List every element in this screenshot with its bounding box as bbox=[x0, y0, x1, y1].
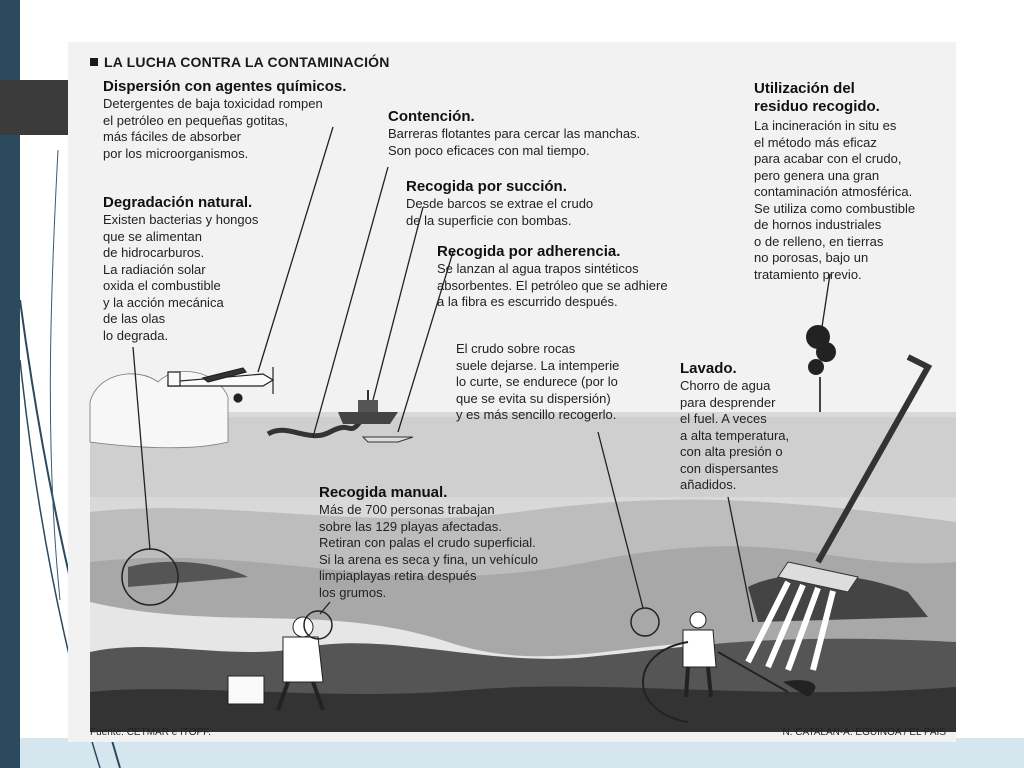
succion-title: Recogida por succión. bbox=[406, 178, 567, 195]
figure-title: LA LUCHA CONTRA LA CONTAMINACIÓN bbox=[90, 54, 390, 70]
adherencia-text: Se lanzan al agua trapos sintéticos absorbentes. El petróleo que se adhiere a la fibra es escurrido después. bbox=[437, 261, 668, 309]
degradacion-title: Degradación natural. bbox=[103, 194, 253, 211]
contencion-title: Contención. bbox=[388, 108, 475, 125]
degradacion-text: Existen bacterias y hongos que se alimentan de hidrocarburos. La radiación solar oxida el combustible y la acción mecánica de las olas lo degrada. bbox=[103, 212, 259, 343]
manual-title: Recogida manual. bbox=[319, 484, 448, 501]
utilizacion-text: La incineración in situ es el método más eficaz para acabar con el crudo, pero genera una gran contaminación atmosférica. Se utiliza como combustible de hornos industriales o de relleno, en tierras no porosas, bajo un tratamiento previo. bbox=[754, 118, 916, 282]
author-credit: N. CATALÁN-A. EGUINOA / EL PAÍS bbox=[782, 727, 946, 738]
utilizacion-title: Utilización del residuo recogido. bbox=[754, 80, 880, 115]
section-dispersion bbox=[103, 78, 346, 162]
lavado-text: Chorro de agua para desprender el fuel. A veces a alta temperatura, con alta presión o con dispersantes añadidos. bbox=[680, 378, 790, 492]
adherencia-title: Recogida por adherencia. bbox=[437, 243, 621, 260]
section-degradacion bbox=[103, 194, 258, 344]
dispersion-title: Dispersión con agentes químicos. bbox=[103, 78, 347, 95]
section-contencion bbox=[388, 108, 640, 159]
section-adherencia bbox=[437, 243, 668, 311]
section-succion bbox=[406, 178, 593, 229]
dispersion-text: Detergentes de baja toxicidad rompen el petróleo en pequeñas gotitas, más fáciles de absorber por los microorganismos. bbox=[103, 96, 323, 161]
succion-text: Desde barcos se extrae el crudo de la superficie con bombas. bbox=[406, 196, 594, 228]
section-manual bbox=[319, 484, 538, 601]
contencion-text: Barreras flotantes para cercar las manchas. Son poco eficaces con mal tiempo. bbox=[388, 126, 641, 158]
manual-text: Más de 700 personas trabajan sobre las 129 playas afectadas. Retiran con palas el crudo superficial. Si la arena es seca y fina, un vehículo limpiaplayas retira después los grumos. bbox=[319, 502, 538, 600]
section-utilizacion bbox=[754, 80, 915, 283]
rocas-text: El crudo sobre rocas suele dejarse. La intemperie lo curte, se endurece (por lo que se evita su dispersión) y es más sencillo recogerlo. bbox=[456, 341, 620, 422]
source-credit: Fuente: CETMAR e ITOPF. bbox=[90, 727, 211, 738]
section-rocas bbox=[456, 341, 619, 424]
section-lavado bbox=[680, 360, 789, 494]
lavado-title: Lavado. bbox=[680, 360, 737, 377]
slide-bottom-band bbox=[20, 738, 1024, 768]
infographic bbox=[68, 42, 956, 742]
